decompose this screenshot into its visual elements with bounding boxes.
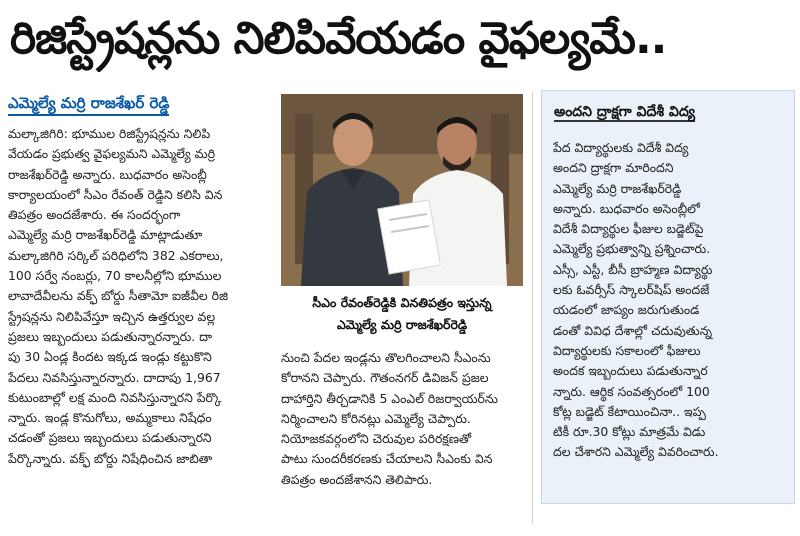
photo-caption bbox=[281, 292, 523, 338]
petition-document bbox=[378, 200, 441, 274]
sidebar-line: పేద విద్యార్థులకు విదేశీ విద్య bbox=[553, 140, 689, 155]
article-line: రాజశేఖర్‌రెడ్డి అన్నారు. బుధవారం అసెంబ్లీ bbox=[8, 166, 207, 182]
article-line: తిపత్రం అందజేశానని తెలిపారు. bbox=[281, 471, 433, 487]
headline: రిజిస్ట్రేషన్లను నిలిపివేయడం వైఫల్యమే.. bbox=[10, 13, 667, 64]
article-line: పాటు సుందరీకరణకు చేయాలని సీఎంకు విన bbox=[281, 451, 493, 467]
byline: ఎమ్మెల్యే మర్రి రాజశేఖర్ రెడ్డి bbox=[8, 92, 169, 116]
article-line: కుటుంబాల్లో లక్ష మంది నివసిస్తున్నారని పేర్కొ bbox=[8, 389, 222, 405]
article-line: వేయడం ప్రభుత్వ వైఫల్యమని ఎమ్మెల్యే మర్రి bbox=[8, 146, 216, 162]
column-divider bbox=[532, 92, 533, 524]
article-line: స్ట్రేషన్లను నిలిపివేస్తూ ఇచ్చిన ఉత్తర్వుల వల్ల bbox=[8, 308, 216, 324]
article-line: ఎమ్మెల్యే మర్రి రాజశేఖర్‌రెడ్డి మాట్లాడుతూ bbox=[8, 227, 203, 243]
article-line: మల్కాజిగిరి: భూముల రిజిస్ట్రేషన్లను నిలిపి bbox=[8, 126, 211, 141]
caption-line: సీఎం రేవంత్‌రెడ్డికి వినతిపత్రం ఇస్తున్న bbox=[312, 295, 492, 310]
sidebar-body bbox=[553, 138, 783, 498]
sidebar-line: ఎస్సీ, ఎస్టీ, బీసీ బ్రాహ్మణ విద్యార్థు bbox=[553, 261, 713, 277]
sidebar-line: అందని ద్రాక్షగా మారిందని bbox=[553, 160, 674, 176]
article-line: పు 30 ఏండ్ల కిందట ఇక్కడ ఇండ్లు కట్టుకొని bbox=[8, 349, 212, 365]
article-line: మల్కాజిగిరి సర్కిల్ పరిధిలోని 382 ఎకరాలు, bbox=[8, 247, 224, 263]
sidebar-line: అన్నారు. బుధవారం అసెంబ్లీలో bbox=[553, 200, 700, 216]
article-line: నియోజకవర్గంలోని చెరువుల పరిరక్షణతో bbox=[281, 431, 472, 447]
sidebar-line: డంతో వివిధ దేశాల్లో చదువుతున్న bbox=[553, 322, 713, 338]
article-line: కోరానని చెప్పారు. గౌతంనగర్ డివిజన్ ప్రజల bbox=[281, 370, 489, 386]
sidebar-line: టికీ రూ.30 కోట్లు మాత్రమే విడు bbox=[553, 424, 706, 440]
article-line: పేర్కొన్నారు. వక్ఫ్ బోర్డు నిషేధించిన జాబితా bbox=[8, 450, 213, 466]
sidebar-line: విద్యార్థులకు సకాలంలో ఫీజులు bbox=[553, 342, 701, 358]
article-line: నిర్మించాలని కోరినట్లు ఎమ్మెల్యే చెప్పారు. bbox=[281, 410, 471, 426]
sidebar-line: అందక ఇబ్బందులు పడుతున్నార bbox=[553, 363, 708, 379]
sidebar-line: కోట్ల బడ్జెట్ కేటాయించినా.. ఇప్ప bbox=[553, 403, 706, 419]
article-continuation-column bbox=[281, 348, 525, 524]
article-line: ప్రజలు ఇబ్బందులు పడుతున్నారన్నారు. దా bbox=[8, 328, 213, 344]
sidebar-line: దల చేశారని ఎమ్మెల్యే వివరించారు. bbox=[553, 444, 719, 460]
article-line: తిపత్రం అందజేశారు. ఈ సందర్భంగా bbox=[8, 207, 181, 223]
article-line: 100 సర్వే నంబర్లు, 70 కాలనీల్లోని భూముల bbox=[8, 268, 222, 284]
sidebar-line: ఎమ్మెల్యే మర్రి రాజశేఖర్‌రెడ్డి bbox=[553, 180, 682, 196]
byline-block bbox=[8, 92, 270, 118]
sidebar-line: ఎమ్మెల్యే ప్రభుత్వాన్ని ప్రశ్నించారు. bbox=[553, 241, 711, 257]
article-line: కార్యాలయంలో సీఎం రేవంత్ రెడ్డిని కలిసి విన bbox=[8, 186, 223, 202]
article-line: చడంతో ప్రజలు ఇబ్బందులు పడుతున్నారని bbox=[8, 430, 212, 446]
article-line: దాహార్తిని తీర్చడానికి 5 ఎంఎల్ రిజర్వాయర్‌ను bbox=[281, 390, 498, 406]
sidebar-line: న్నారు. ఆర్థిక సంవత్సరంలో 100 bbox=[553, 383, 710, 399]
sidebar-line: లకు ఓవర్సీస్ స్కాలర్‌షిప్ అందజే bbox=[553, 282, 710, 298]
article-line: నుంచి పేదల ఇండ్లను తొలగించాలని సీఎంను bbox=[281, 350, 491, 365]
sidebar-title-text: అందని ద్రాక్షగా విదేశీ విద్య bbox=[554, 104, 696, 120]
sidebar-line: విదేశీ విద్యార్థుల ఫీజుల బడ్జెట్‌పై bbox=[553, 221, 704, 237]
article-line: పేదలు నివసిస్తున్నారన్నారు. దాదాపు 1,967 bbox=[8, 369, 221, 385]
main-article-column bbox=[8, 124, 270, 524]
article-line: లావాదేవీలను వక్ఫ్ బోర్డు సీతామో ఐజీవీల రిజి bbox=[8, 288, 229, 304]
news-photo bbox=[281, 94, 523, 286]
sidebar-title bbox=[542, 91, 794, 127]
sidebar-line: యడంలో జాప్యం జరుగుతుండ bbox=[553, 302, 700, 318]
article-line: న్నారు. ఇండ్ల కొనుగోలు, అమ్మకాలు నిషేధం bbox=[8, 410, 212, 426]
photo-illustration bbox=[281, 94, 523, 286]
caption-line: ఎమ్మెల్యే మర్రి రాజశేఖర్‌రెడ్డి bbox=[336, 317, 468, 332]
